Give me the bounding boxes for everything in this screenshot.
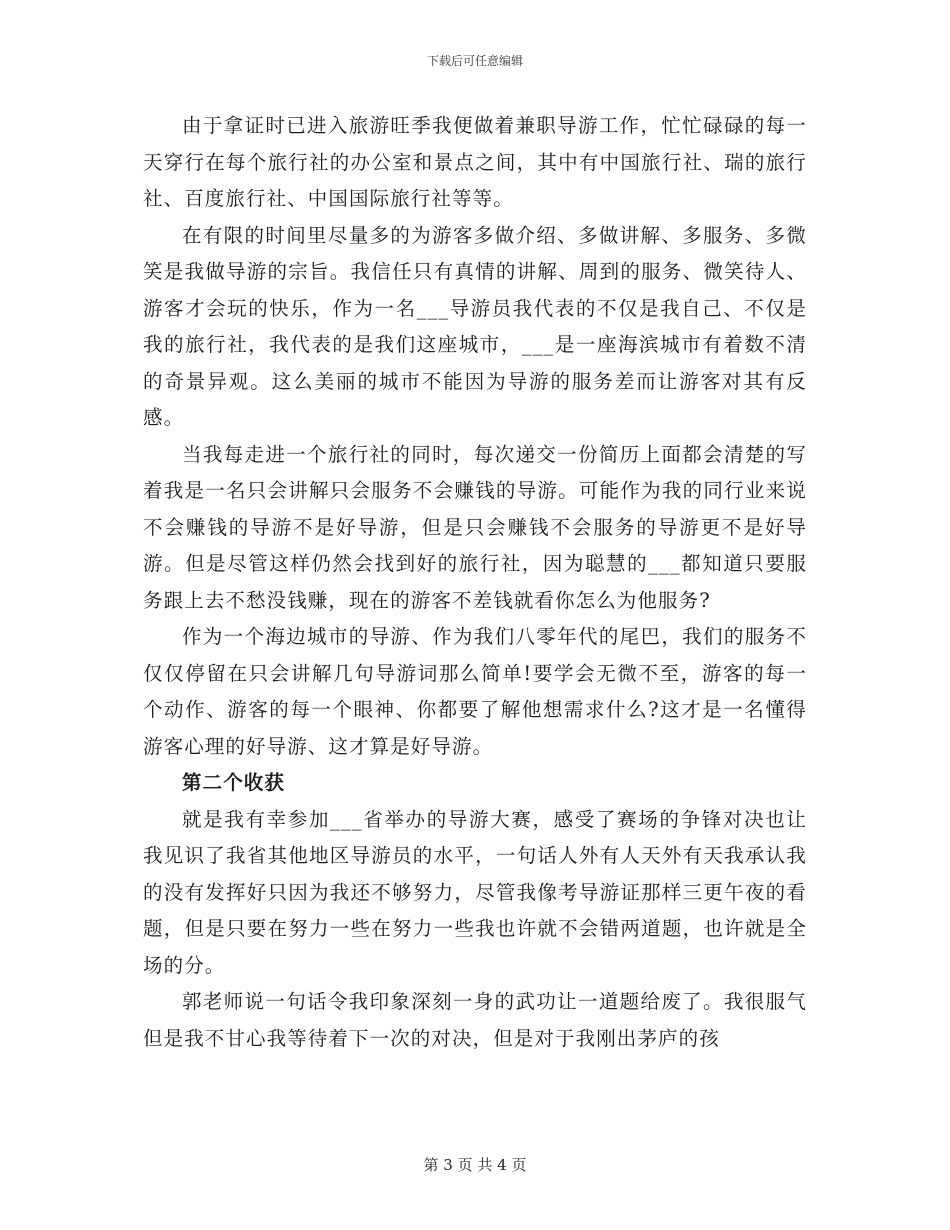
paragraph: 作为一个海边城市的导游、作为我们八零年代的尾巴，我们的服务不仅仅停留在只会讲解几句导游词那么简单!要学会无微不至，游客的每一个动作、游客的每一个眼神、你都要了解他想需求什么?这才是一名懂得游客心理的好导游、这才算是好导游。 — [143, 625, 807, 758]
document-body — [143, 108, 807, 1057]
paragraph: 就是我有幸参加___省举办的导游大赛，感受了赛场的争锋对决也让我见识了我省其他地区导游员的水平，一句话人外有人天外有天我承认我的没有发挥好只因为我还不够努力，尽管我像考导游证那样三更午夜的看题，但是只要在努力一些在努力一些我也许就不会错两道题，也许就是全场的分。 — [143, 807, 807, 977]
paragraph: 郭老师说一句话令我印象深刻一身的武功让一道题给废了。我很服气但是我不甘心我等待着下一次的对决，但是对于我刚出茅庐的孩 — [143, 990, 807, 1050]
page-footer: 第 3 页 共 4 页 — [423, 1156, 527, 1174]
page-header: 下载后可任意编辑 — [426, 54, 523, 68]
section-heading: 第二个收获 — [182, 771, 286, 794]
paragraph: 在有限的时间里尽量多的为游客多做介绍、多做讲解、多服务、多微笑是我做导游的宗旨。我信任只有真情的讲解、周到的服务、微笑待人、游客才会玩的快乐，作为一名___导游员我代表的不仅是我自己、不仅是我的旅行社，我代表的是我们这座城市，___是一座海滨城市有着数不清的奇景异观。这么美丽的城市不能因为导游的服务差而让游客对其有反感。 — [143, 223, 807, 429]
paragraph: 当我每走进一个旅行社的同时，每次递交一份简历上面都会清楚的写着我是一名只会讲解只会服务不会赚钱的导游。可能作为我的同行业来说不会赚钱的导游不是好导游，但是只会赚钱不会服务的导游更不是好导游。但是尽管这样仍然会找到好的旅行社，因为聪慧的___都知道只要服务跟上去不愁没钱赚，现在的游客不差钱就看你怎么为他服务? — [143, 442, 807, 612]
paragraph: 由于拿证时已进入旅游旺季我便做着兼职导游工作，忙忙碌碌的每一天穿行在每个旅行社的办公室和景点之间，其中有中国旅行社、瑞的旅行社、百度旅行社、中国国际旅行社等等。 — [143, 114, 807, 210]
